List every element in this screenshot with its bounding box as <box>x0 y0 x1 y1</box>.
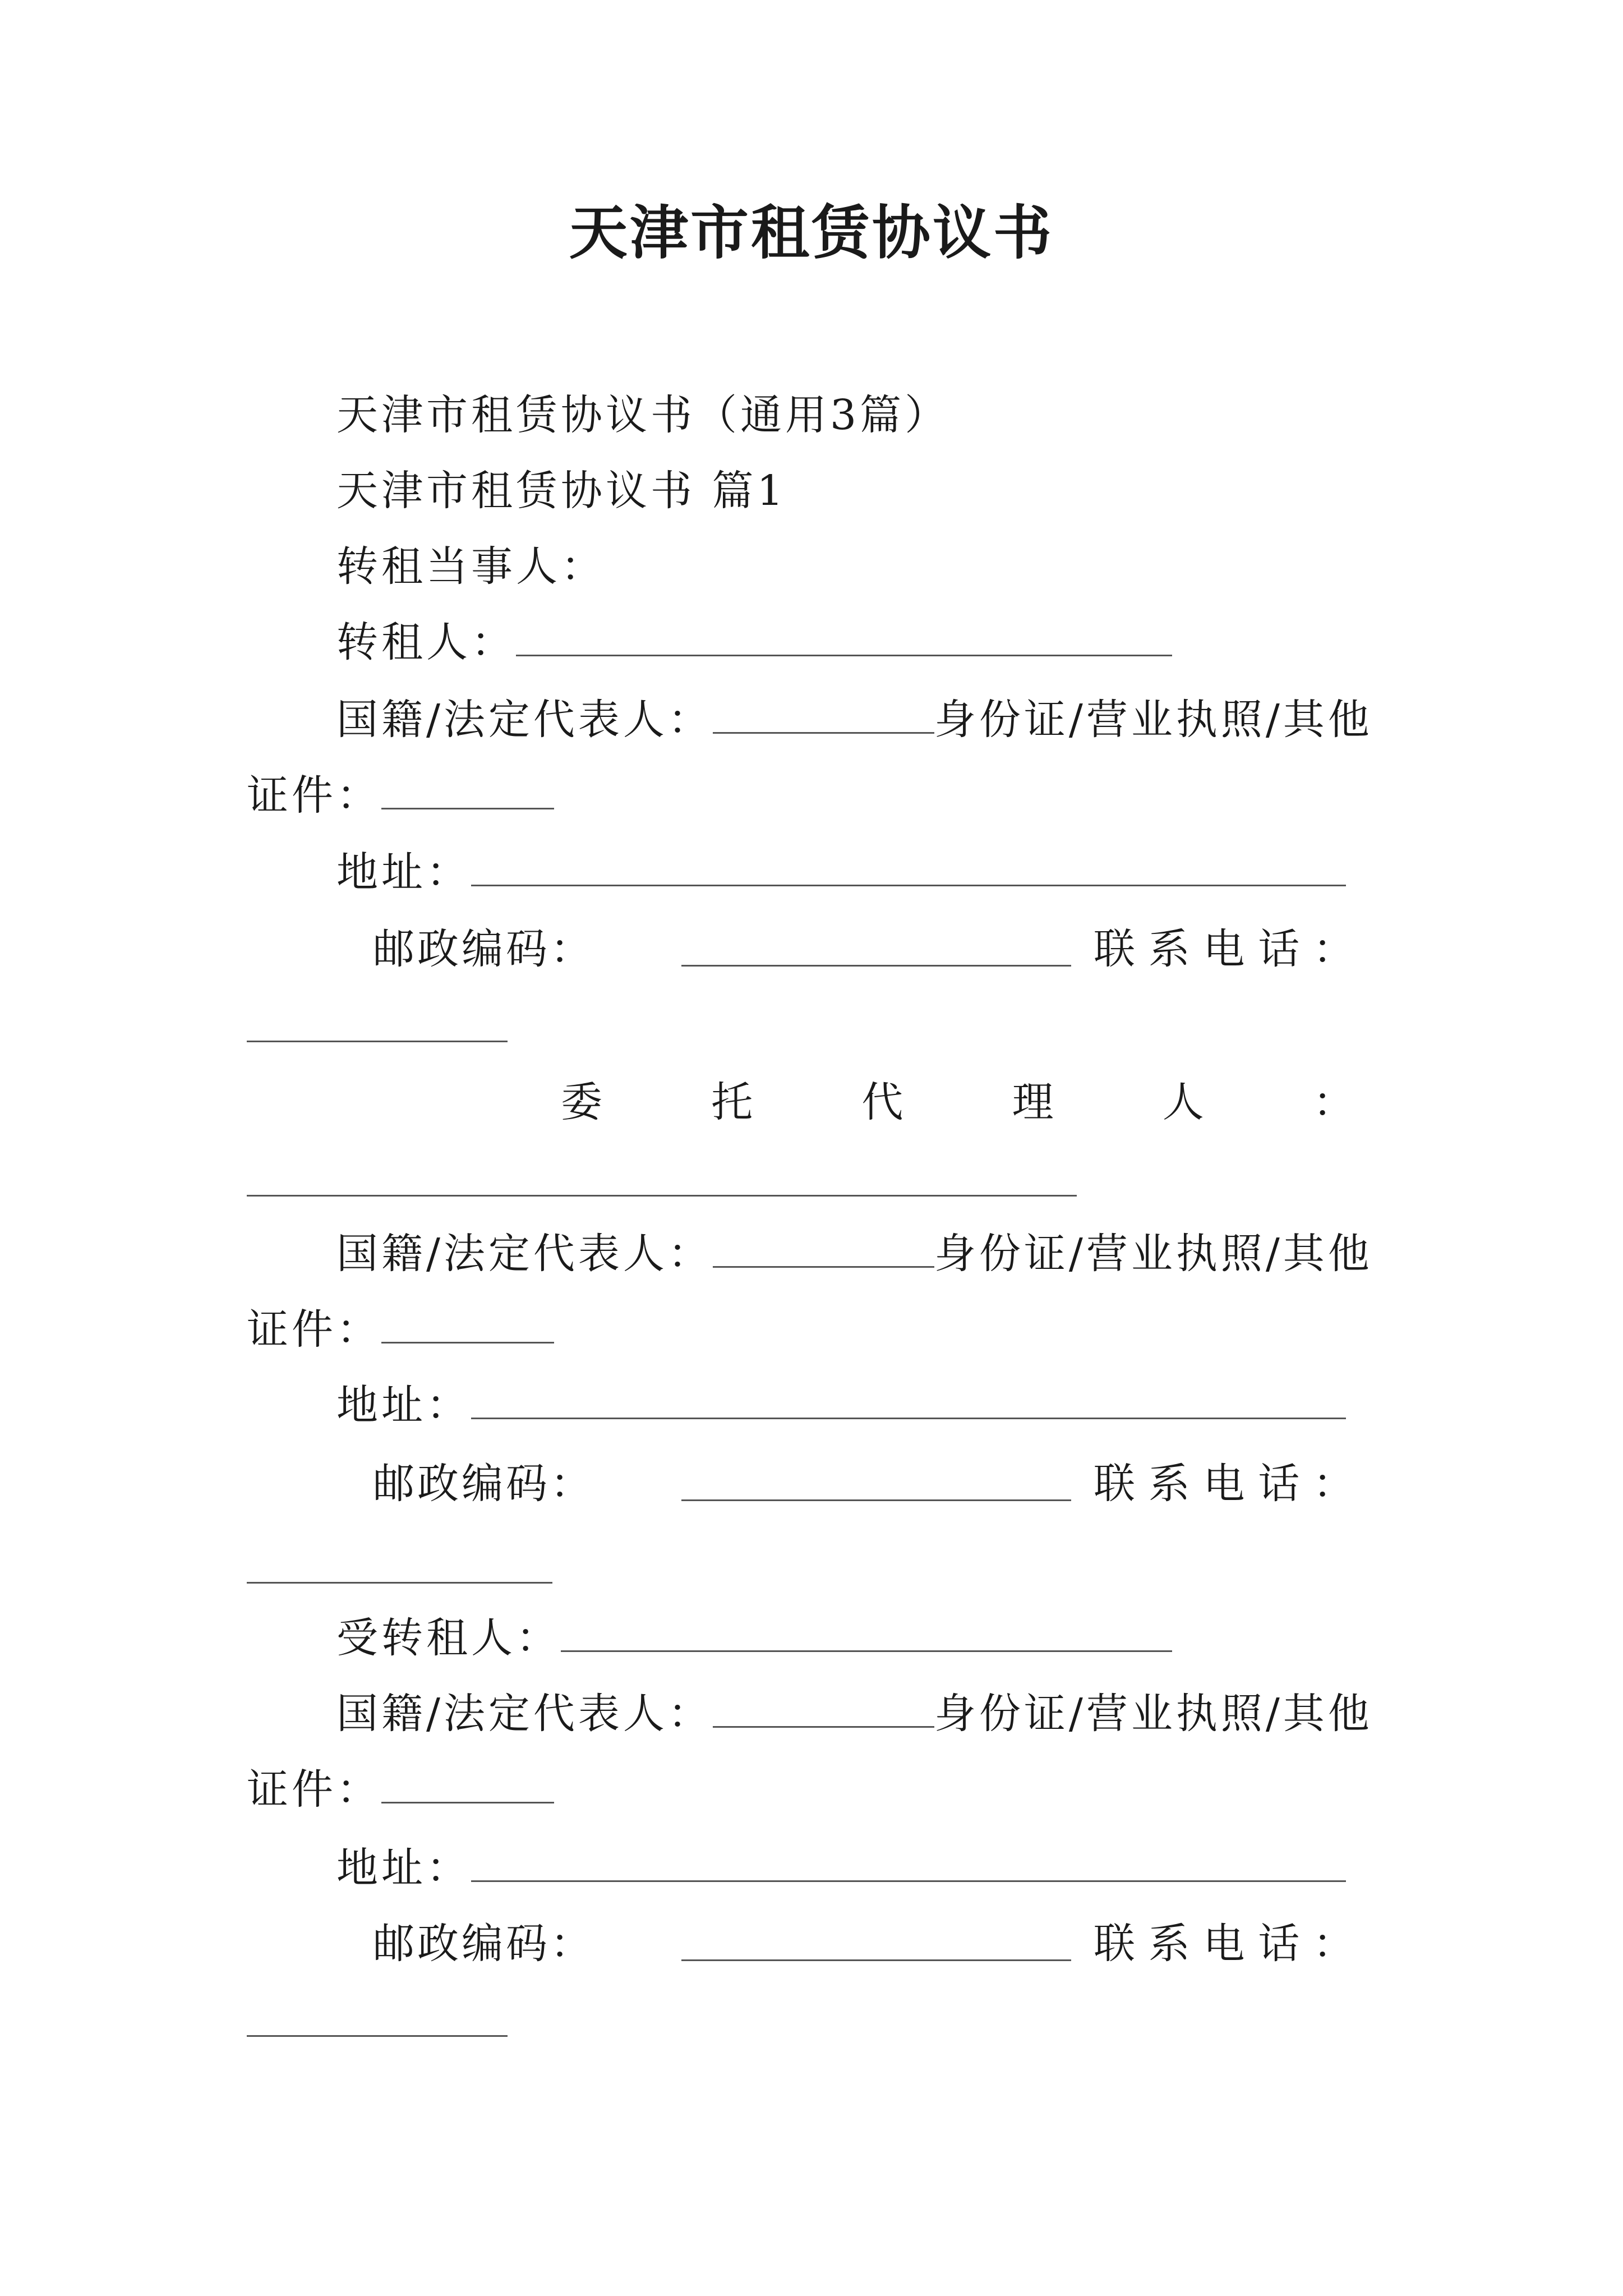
agent-char: 理 <box>1012 1078 1054 1126</box>
id-blank[interactable] <box>381 767 554 809</box>
postcode-char: ： <box>550 1920 592 1968</box>
id-row-3 <box>247 1761 554 1818</box>
postcode-char: 码 <box>506 925 547 973</box>
phone-char: 系 <box>1148 1460 1190 1508</box>
postcode-char: 编 <box>462 1460 503 1508</box>
section-heading: 天津市租赁协议书 篇1 <box>336 467 787 515</box>
phone-char: 联 <box>1094 1920 1135 1968</box>
document-subtitle: 天津市租赁协议书（通用3篇） <box>336 391 950 439</box>
phone-label-1 <box>1094 921 1354 977</box>
address-blank[interactable] <box>471 1840 1346 1882</box>
phone-char: 系 <box>1148 925 1190 973</box>
phone-char: 电 <box>1203 925 1245 973</box>
id-blank[interactable] <box>381 1301 554 1343</box>
agent-char: 人 <box>1162 1078 1204 1126</box>
postcode-char: ： <box>550 925 592 973</box>
agent-char: 托 <box>711 1078 753 1126</box>
id-row-2 <box>247 1301 554 1358</box>
postcode-char: 码 <box>506 1460 547 1508</box>
postcode-char: ： <box>550 1460 592 1508</box>
postcode-label-3 <box>373 1916 592 1972</box>
address-blank[interactable] <box>471 1377 1346 1419</box>
nationality-rep-blank[interactable] <box>713 1226 934 1268</box>
phone-char: 电 <box>1203 1920 1245 1968</box>
id-blank[interactable] <box>381 1761 554 1803</box>
postcode-char: 码 <box>506 1920 547 1968</box>
nationality-rep-label: 国籍/法定代表人： <box>336 1690 713 1738</box>
phone-blank[interactable] <box>247 2035 508 2037</box>
subtenant-blank[interactable] <box>561 1610 1172 1652</box>
phone-char: ： <box>1313 1460 1354 1508</box>
id-label-continued: 证件： <box>247 1765 381 1814</box>
postcode-char: 邮 <box>373 1460 414 1508</box>
phone-char: ： <box>1313 925 1354 973</box>
phone-char: 联 <box>1094 1460 1135 1508</box>
sublessor-row <box>336 614 1172 670</box>
address-blank[interactable] <box>471 844 1346 886</box>
nationality-row-1 <box>336 692 1373 748</box>
nationality-rep-blank[interactable] <box>713 692 934 734</box>
nationality-row-3 <box>336 1686 1373 1742</box>
id-label-continued: 证件： <box>247 1305 381 1354</box>
id-label: 身份证/营业执照/其他 <box>934 1690 1373 1738</box>
postcode-char: 编 <box>462 1920 503 1968</box>
id-label-continued: 证件： <box>247 771 381 820</box>
document-title: 天津市租赁协议书 <box>569 198 1054 267</box>
phone-char: 话 <box>1258 1460 1300 1508</box>
nationality-rep-label: 国籍/法定代表人： <box>336 696 713 744</box>
nationality-rep-blank[interactable] <box>713 1686 934 1728</box>
subtenant-label: 受转租人： <box>336 1614 561 1662</box>
address-row-3 <box>336 1840 1346 1896</box>
nationality-rep-label: 国籍/法定代表人： <box>336 1230 713 1278</box>
postcode-label-2 <box>373 1456 592 1512</box>
address-row-2 <box>336 1377 1346 1433</box>
postcode-char: 邮 <box>373 1920 414 1968</box>
subtenant-row <box>336 1610 1172 1666</box>
address-label: 地址： <box>336 1381 471 1429</box>
postcode-blank[interactable] <box>681 965 1071 967</box>
postcode-char: 政 <box>417 1920 459 1968</box>
agent-char: ： <box>1312 1078 1354 1126</box>
address-row-1 <box>336 844 1346 900</box>
postcode-char: 政 <box>417 925 459 973</box>
phone-char: 话 <box>1258 925 1300 973</box>
postcode-char: 政 <box>417 1460 459 1508</box>
phone-char: ： <box>1313 1920 1354 1968</box>
id-label: 身份证/营业执照/其他 <box>934 696 1373 744</box>
sublessor-blank[interactable] <box>516 614 1172 656</box>
parties-heading: 转租当事人： <box>336 542 606 591</box>
id-row-1 <box>247 767 554 823</box>
agent-label <box>561 1074 1354 1130</box>
agent-char: 委 <box>561 1078 602 1126</box>
postcode-blank[interactable] <box>681 1959 1071 1961</box>
phone-label-3 <box>1094 1916 1354 1972</box>
agent-char: 代 <box>861 1078 903 1126</box>
phone-label-2 <box>1094 1456 1354 1512</box>
postcode-char: 编 <box>462 925 503 973</box>
id-label: 身份证/营业执照/其他 <box>934 1230 1373 1278</box>
address-label: 地址： <box>336 848 471 896</box>
sublessor-label: 转租人： <box>336 618 516 666</box>
phone-char: 联 <box>1094 925 1135 973</box>
agent-blank[interactable] <box>247 1195 1077 1197</box>
phone-blank[interactable] <box>247 1041 508 1042</box>
postcode-blank[interactable] <box>681 1499 1071 1501</box>
postcode-char: 邮 <box>373 925 414 973</box>
phone-char: 系 <box>1148 1920 1190 1968</box>
phone-char: 电 <box>1203 1460 1245 1508</box>
address-label: 地址： <box>336 1844 471 1892</box>
phone-char: 话 <box>1258 1920 1300 1968</box>
phone-blank[interactable] <box>247 1582 552 1584</box>
postcode-label-1 <box>373 921 592 977</box>
nationality-row-2 <box>336 1226 1373 1282</box>
